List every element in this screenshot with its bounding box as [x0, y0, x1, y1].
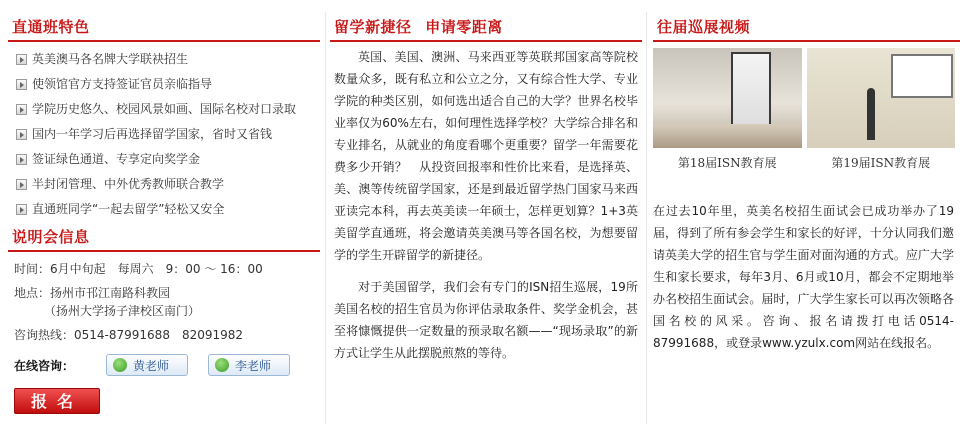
features-title: 直通班特色	[8, 12, 320, 42]
feature-item[interactable]	[8, 172, 320, 197]
meeting-address: 地点：扬州市邗江南路科教园	[14, 286, 171, 300]
feature-item[interactable]	[8, 122, 320, 147]
feature-text: 使领馆官方支持签证官员亲临指导	[32, 77, 213, 91]
feature-item[interactable]	[8, 72, 320, 97]
consult-button-li[interactable]	[208, 354, 290, 376]
photo-item[interactable]	[807, 48, 956, 178]
right-column	[647, 12, 960, 424]
expo-photo[interactable]	[653, 48, 802, 148]
middle-column	[325, 12, 647, 424]
hotline: 咨询热线：0514-87991688 82091982	[14, 328, 244, 342]
arrow-bullet-icon	[16, 179, 27, 190]
feature-text: 半封闭管理、中外优秀教师联合教学	[32, 177, 225, 191]
info-title: 说明会信息	[8, 222, 320, 252]
feature-text: 签证绿色通道、专享定向奖学金	[32, 152, 201, 166]
online-consult	[14, 354, 320, 376]
photo-gallery	[653, 48, 960, 178]
consult-button-label: 李老师	[235, 358, 272, 373]
isn-paragraph: 对于美国留学，我们会有专门的ISN招生巡展，19所美国名校的招生官员为你评估录取条件、奖学金机会，甚至将慷慨提供一定数量的预录取名额——“现场录取”的新方式让学生从此摆脱煎熬的等待。	[334, 280, 638, 360]
expo-photo[interactable]	[807, 48, 956, 148]
feature-item[interactable]	[8, 47, 320, 72]
qq-avatar-icon	[215, 358, 229, 372]
intro-paragraph: 英国、美国、澳洲、马来西亚等英联邦国家高等院校数量众多，既有私立和公立之分，又有综合性大学、专业学院的种类区别，如何选出适合自己的大学？世界名校毕业率仅为60%左右，如何理性选择学校？大学综合排名和专业排名，从就业的角度看哪个更重要？留学一年需要花费多少开销？ 从投资回报率和性价比来看，是选择英、美、澳等传统留学国家，还是到最近留学热门国家马来西亚读完本科，再去英美读一年硕士，怎样更划算？1+3英美留学直通班，将会邀请英美澳马等各国名校，为想要留学的学生开辟留学的新捷径。	[334, 50, 638, 262]
arrow-bullet-icon	[16, 54, 27, 65]
meeting-time: 时间：6月中旬起 每周六 9：00 ～ 16：00	[14, 262, 263, 276]
feature-item[interactable]	[8, 197, 320, 222]
consult-button-huang[interactable]	[106, 354, 188, 376]
middle-title: 留学新捷径 申请零距离	[330, 12, 642, 42]
feature-item[interactable]	[8, 97, 320, 122]
consult-label: 在线咨询：	[14, 358, 75, 373]
consult-button-label: 黄老师	[133, 358, 170, 373]
history-paragraph: 在过去10年里，英美名校招生面试会已成功举办了19届，得到了所有参会学生和家长的好评，十分认同我们邀请英美大学的招生官与学生面对面沟通的方式。应广大学生和家长要求，每年3月、6月或10月，都会不定期地举办名校招生面试会。届时，广大学生家长可以再次领略各国名校的风采。咨询、报名请拨打电话0514-87991688，或登录www.yzulx.com网站在线报名。	[653, 204, 954, 350]
feature-text: 直通班同学“一起去留学”轻松又安全	[32, 202, 225, 216]
left-column	[8, 12, 320, 424]
signup-button[interactable]: 报名	[14, 388, 100, 414]
features-list	[8, 42, 320, 222]
qq-avatar-icon	[113, 358, 127, 372]
arrow-bullet-icon	[16, 129, 27, 140]
arrow-bullet-icon	[16, 154, 27, 165]
arrow-bullet-icon	[16, 104, 27, 115]
arrow-bullet-icon	[16, 79, 27, 90]
meeting-address-detail: （扬州大学扬子津校区南门）	[44, 304, 201, 318]
feature-text: 学院历史悠久、校园风景如画、国际名校对口录取	[32, 102, 297, 116]
arrow-bullet-icon	[16, 204, 27, 215]
photo-caption: 第19届ISN教育展	[831, 156, 931, 170]
feature-text: 英美澳马各名牌大学联袂招生	[32, 52, 189, 66]
video-title: 往届巡展视频	[653, 12, 960, 42]
feature-item[interactable]	[8, 147, 320, 172]
info-block	[8, 252, 320, 414]
photo-item[interactable]	[653, 48, 802, 178]
photo-caption: 第18届ISN教育展	[677, 156, 777, 170]
feature-text: 国内一年学习后再选择留学国家，省时又省钱	[32, 127, 273, 141]
